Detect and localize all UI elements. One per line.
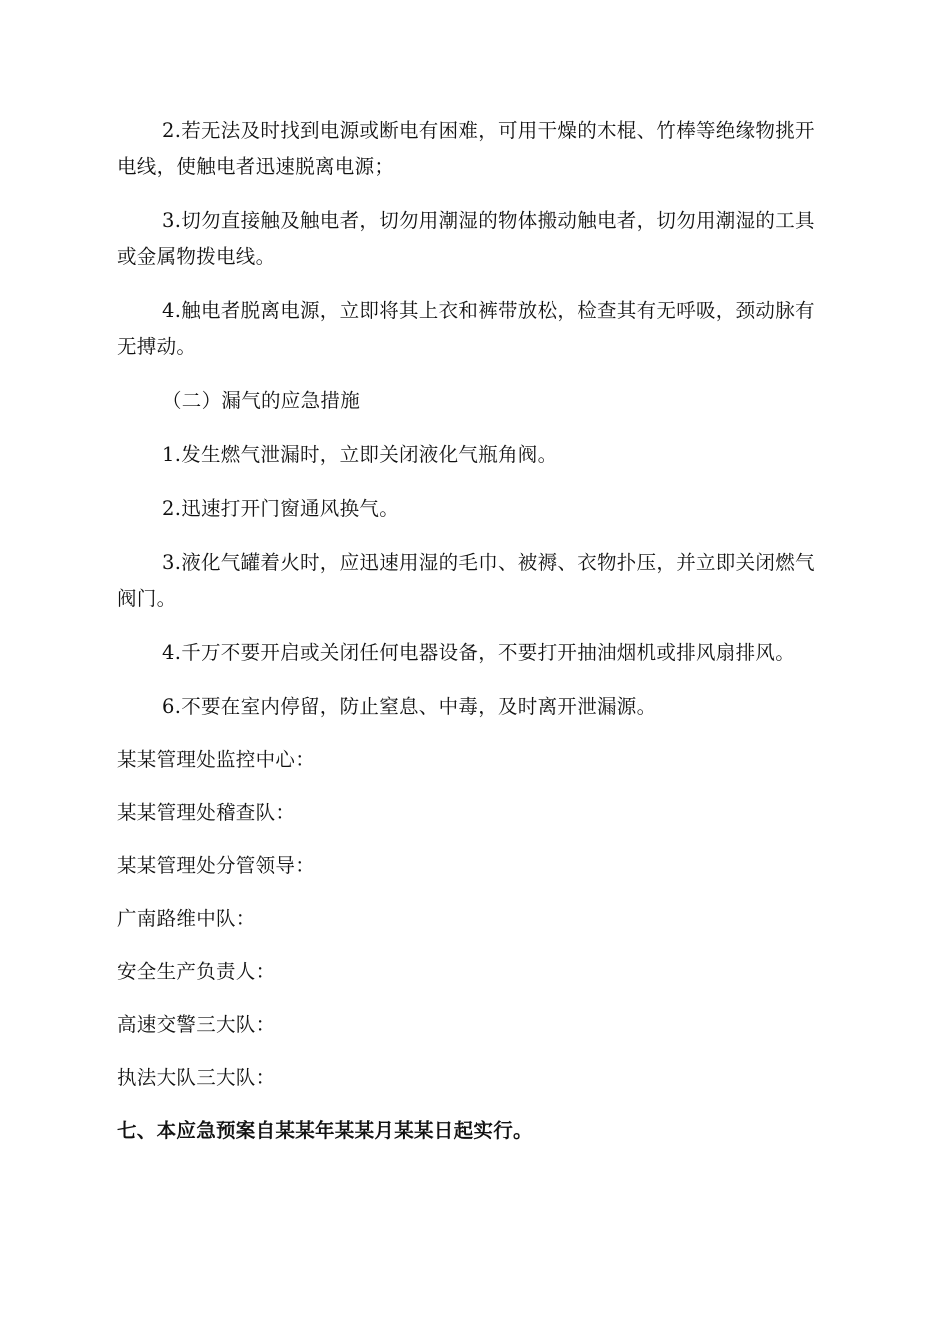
gas-item-4: 4.千万不要开启或关闭任何电器设备，不要打开抽油烟机或排风扇排风。 [162, 641, 796, 664]
contact-road-maintenance-team: 广南路维中队： [117, 907, 256, 930]
contact-leader-in-charge: 某某管理处分管领导： [117, 854, 316, 877]
electric-item-4: 4.触电者脱离电源，立即将其上衣和裤带放松，检查其有无呼吸，颈动脉有无搏动。 [117, 299, 815, 358]
section-7-heading: 七、本应急预案自某某年某某月某某日起实行。 [117, 1119, 533, 1142]
gas-item-6: 6.不要在室内停留，防止窒息、中毒，及时离开泄漏源。 [162, 695, 657, 718]
contact-safety-manager: 安全生产负责人： [117, 960, 276, 983]
contact-law-enforcement: 执法大队三大队： [117, 1066, 276, 1089]
contact-monitoring-center: 某某管理处监控中心： [117, 748, 316, 771]
gas-item-2: 2.迅速打开门窗通风换气。 [162, 497, 400, 520]
gas-item-3: 3.液化气罐着火时，应迅速用湿的毛巾、被褥、衣物扑压，并立即关闭燃气阀门。 [117, 551, 815, 610]
gas-item-1: 1.发生燃气泄漏时，立即关闭液化气瓶角阀。 [162, 443, 558, 466]
contact-traffic-police: 高速交警三大队： [117, 1013, 276, 1036]
electric-item-3: 3.切勿直接触及触电者，切勿用潮湿的物体搬动触电者，切勿用潮湿的工具或金属物拨电线。 [117, 209, 815, 268]
gas-section-heading: （二）漏气的应急措施 [162, 389, 361, 412]
document-body [117, 113, 833, 1149]
electric-item-2: 2.若无法及时找到电源或断电有困难，可用干燥的木棍、竹棒等绝缘物挑开电线，使触电者迅速脱离电源； [117, 119, 815, 178]
contact-inspection-team: 某某管理处稽查队： [117, 801, 296, 824]
